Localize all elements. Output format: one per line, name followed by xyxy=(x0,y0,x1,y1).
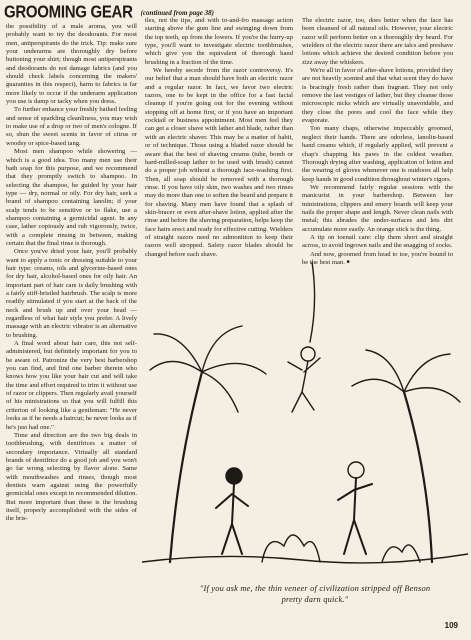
text-column-2 xyxy=(145,17,293,259)
page-number: 109 xyxy=(444,621,458,630)
article-title: GROOMING GEAR xyxy=(4,2,133,23)
paragraph: Too many chaps, otherwise impeccably groomed, neglect their hands. There are odorless, lanolin-based hand creams which, if regularly applied, will prevent a chap's chapping his paws in the coldest weather. Thorough drying after washing, application of lotion and the wearing of gloves whenever one is outdoors all help keep hands in good condition throughout winter's rigors. xyxy=(302,125,453,183)
paragraph: tles, not the tips, and with to-and-fro massage action starting above the gum line and swinging down from the top teeth, up from the lowers. If you're the hurry-up type, you'll want to investigate electric toothbrushes, which give you the equivalent of thorough hand brushing in a fraction of the time. xyxy=(145,17,293,66)
text-column-1 xyxy=(6,23,137,524)
paragraph: To further enhance your freshly bathed feeling and sense of sparkling cleanliness, you may wish to make use of a drop or two of men's cologne. If so, shun the sweet scents in favor of citrus or woodsy or spice-based tang. xyxy=(6,106,137,147)
palm-tree-icon xyxy=(150,326,266,562)
swinging-man-icon xyxy=(288,262,320,412)
paragraph: The electric razor, too, does better when the face has been cleansed of all natural oils. However, your electric razor will perform better on a thoroughly dry beard. For wielders of the electric razor there are talcs and preshave lotions which achieve the desired condition before you zizz away the whiskers. xyxy=(302,17,453,66)
paragraph: We're all in favor of after-shave lotions, provided they are not heavily scented and that what scent they do have is bracingly fresh rather than fragrant. They not only remove the last vestiges of lather, but they cleanse those microscopic nicks which are virtually unavoidable, and they close the pores and cool the face while they evaporate. xyxy=(302,67,453,125)
man-figure-icon xyxy=(338,462,372,554)
paragraph: Most men shampoo while showering — which is a good idea. Too many men use their bath soap for this purpose, and we recommend that they promptly switch to shampoo. In selecting the shampoo, be guided by your hair type — dry, normal or oily. For dry hair, seek a brand of shampoo containing lanolin; if your scalp tends to be sensitive or to flake, use a shampoo containing a germicidal agent. In any case, lather copiously and rub vigorously, twice, with a complete rinsing in between, making certain that the final rinse is thorough. xyxy=(6,148,137,247)
text-column-3 xyxy=(302,17,453,267)
palm-tree-icon xyxy=(352,350,460,562)
jungle-cartoon-illustration xyxy=(142,259,468,580)
closing-sentence: And now, groomed from head to toe, you're bound to be the best man. xyxy=(302,250,453,266)
paragraph: We recommend fairly regular sessions with the manicurist in your barbershop. Between her ministrations, clippers and emery boards will keep your nails the proper shape and length. Never clean nails with metal; this abrades the under-surfaces and lets dirt accumulate more easily. An orange stick is the thing. xyxy=(302,183,453,233)
end-mark: ■ xyxy=(346,259,350,265)
man-figure-icon xyxy=(216,468,248,554)
paragraph: We hereby secede from the razor controversy. It's our belief that a man should have both an electric razor and a regular razor. In fact, we favor two electric razors, one to be kept in the office for a fast facial cleanup if you're going out for the evening without stopping off at home first, or if you have an important cocktail or business appointment. Most men feel they can get a closer shave with lather and blade, rather than with an electric shaver. This may be a matter of habit, or of technique. Those using a bladed razor should be aware that the best of shaving creams (tube, bomb or hard-milled-soap lather to be used with brush) cannot do a proper job without a thorough face-washing first. Then, all soap should be removed with a thorough rinse. If you have oily skin, two washes and two rinses may do more than one to soften the beard and prepare it for shaving. Many men have found that a splash of skin-bracer or even after-shave lotion, applied after the rinse and before the shaving preparation, helps keep the face hairs erect and ready for effective cutting. Wielders of straight razors need no admonition to keep their razors well stropped. Safety razor blades should be changed before each shave. xyxy=(145,67,293,258)
continued-note: (continued from page 38) xyxy=(140,9,214,17)
paragraph: Time and direction are the two big deals in toothbrushing, with dentifrices a matter of secondary importance. Virtually all standard brands of dentifrice do a good job and you won't go far wrong selecting by flavor alone. Same with mouthwashes and rinses, though most dentists warn against using the powerfully germicidal ones except in recommended dilution. But more important than these is the brushing itself, properly accomplished with the sides of the bris- xyxy=(6,431,137,523)
paragraph: the possibility of a male aroma, you will probably want to try the deodorants. For most men, antiperspirants do the trick. Tip: make sure your underarms are thoroughly dry before buttoning your shirt; though most antiperspirants and deodorants do not damage fabrics (and you should check labels concerning the makers' guaranties in this respect), harm to fabrics is far more likely to occur if the underarm application you use is damp or tacky when you dress. xyxy=(6,23,137,106)
paragraph: A final word about hair care, this not self-administered, but definitely important for you to be aware of. Patronize the very best barbershop you can find, and find one barber therein who knows how you like your hair cut and will take the time and effort required to trim it without use of razor or clippers. Then regularly avail yourself of his ministrations so that you will fulfill this criterion of looking like a gentleman: "He never looks as if he needs a haircut; he never looks as if he's just had one." xyxy=(6,340,137,431)
paragraph: A tip on toenail care: clip them short and straight across, to avoid ingrown nails and the snagging of socks. xyxy=(302,233,453,250)
paragraph: Once you've dried your hair, you'll probably want to apply a tonic or dressing suitable to your hair type: creams, oils and glycerine-based ones for dry hair, alcohol-based ones for oily hair. An important part of hair care is daily brushing with a fairly stiff-bristled hairbrush. The scalp is more readily stimulated if you start at the back of the neck and brush up and over your head — regardless of what hair style you prefer. A lively massage with an electric vibrator is an alternative to brushing. xyxy=(6,248,137,339)
cartoon-caption: "If you ask me, the thin veneer of civilization stripped off Benson pretty darn quick." xyxy=(199,584,431,604)
